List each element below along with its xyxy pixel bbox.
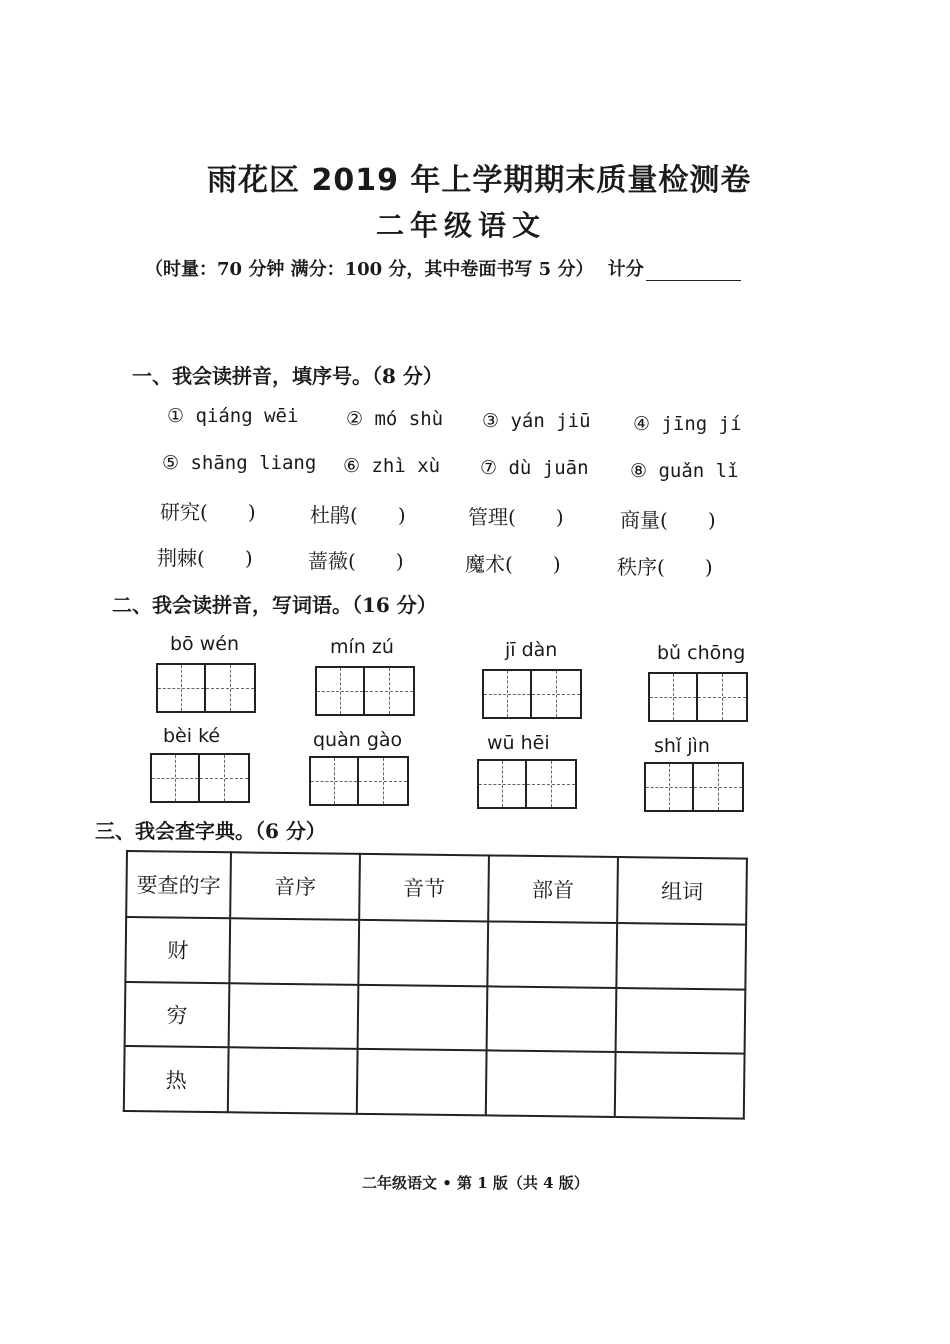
fill-word[interactable]: 荆棘( ) (157, 546, 253, 570)
exam-info (145, 255, 741, 281)
section3-heading: 三、我会查字典。（6 分） (95, 819, 326, 843)
fill-word[interactable]: 魔术( ) (465, 552, 561, 576)
exam-info-text: （时量：70 分钟 满分：100 分，其中卷面书写 5 分） (145, 259, 594, 280)
answer-cell[interactable] (486, 1051, 616, 1117)
pinyin-item: ⑧ guǎn lǐ (630, 460, 739, 482)
pinyin-prompt: bǔ chōng (657, 642, 746, 664)
answer-cell[interactable] (357, 1049, 487, 1115)
header-cell: 要查的字 (126, 851, 231, 918)
writing-grid[interactable] (315, 666, 415, 716)
pinyin-prompt: bō wén (170, 633, 239, 655)
table-row (124, 1046, 745, 1118)
writing-grid[interactable] (648, 672, 748, 722)
answer-cell[interactable] (358, 985, 488, 1051)
writing-grid[interactable] (644, 762, 744, 812)
pinyin-prompt: bèi ké (163, 725, 221, 747)
fill-word[interactable]: 管理( ) (468, 505, 564, 529)
section2-heading: 二、我会读拼音，写词语。（16 分） (112, 593, 437, 617)
fill-word[interactable]: 蔷薇( ) (308, 549, 404, 573)
answer-cell[interactable] (229, 918, 359, 984)
pinyin-item: ② mó shù (346, 408, 444, 430)
table-row (125, 982, 746, 1054)
table-header-row (126, 851, 747, 925)
pinyin-prompt: mín zú (330, 636, 394, 658)
answer-cell[interactable] (229, 983, 359, 1049)
writing-grid[interactable] (477, 759, 577, 809)
pinyin-item: ① qiáng wēi (167, 405, 299, 427)
header-cell: 音节 (359, 854, 489, 922)
fill-word[interactable]: 商量( ) (620, 508, 716, 532)
header-cell: 组词 (617, 857, 747, 925)
fill-word[interactable]: 秩序( ) (617, 555, 713, 579)
lookup-char: 热 (124, 1046, 229, 1112)
page-title: 雨花区 2019 年上学期期末质量检测卷 (207, 163, 752, 198)
answer-cell[interactable] (358, 920, 488, 986)
answer-cell[interactable] (616, 923, 746, 989)
pinyin-prompt: quàn gào (313, 729, 403, 751)
page-footer: 二年级语文 • 第 1 版（共 4 版） (362, 1174, 589, 1192)
pinyin-item: ⑥ zhì xù (343, 455, 441, 477)
dictionary-table (123, 850, 748, 1120)
writing-grid[interactable] (482, 669, 582, 719)
writing-grid[interactable] (309, 756, 409, 806)
pinyin-item: ④ jīng jí (633, 413, 742, 435)
answer-cell[interactable] (487, 986, 617, 1052)
pinyin-item: ⑤ shāng liang (162, 452, 317, 474)
writing-grid[interactable] (150, 753, 250, 803)
header-cell: 部首 (488, 855, 618, 923)
page-subtitle: 二年级语文 (376, 209, 547, 242)
lookup-char: 穷 (125, 982, 230, 1048)
answer-cell[interactable] (615, 1052, 745, 1118)
score-label: 计分 (607, 259, 644, 280)
pinyin-item: ⑦ dù juān (480, 457, 589, 479)
pinyin-prompt: wū hēi (487, 732, 550, 754)
answer-cell[interactable] (616, 988, 746, 1054)
writing-grid[interactable] (156, 663, 256, 713)
section1-heading: 一、我会读拼音，填序号。（8 分） (132, 364, 443, 388)
pinyin-item: ③ yán jiū (482, 410, 591, 432)
lookup-char: 财 (125, 917, 230, 983)
fill-word[interactable]: 研究( ) (160, 500, 256, 524)
answer-cell[interactable] (228, 1048, 358, 1114)
score-blank[interactable] (646, 262, 741, 281)
answer-cell[interactable] (487, 921, 617, 987)
header-cell: 音序 (230, 852, 360, 920)
fill-word[interactable]: 杜鹃( ) (310, 503, 406, 527)
pinyin-prompt: jī dàn (505, 639, 558, 661)
table-row (125, 917, 746, 989)
pinyin-prompt: shǐ jìn (654, 735, 710, 757)
